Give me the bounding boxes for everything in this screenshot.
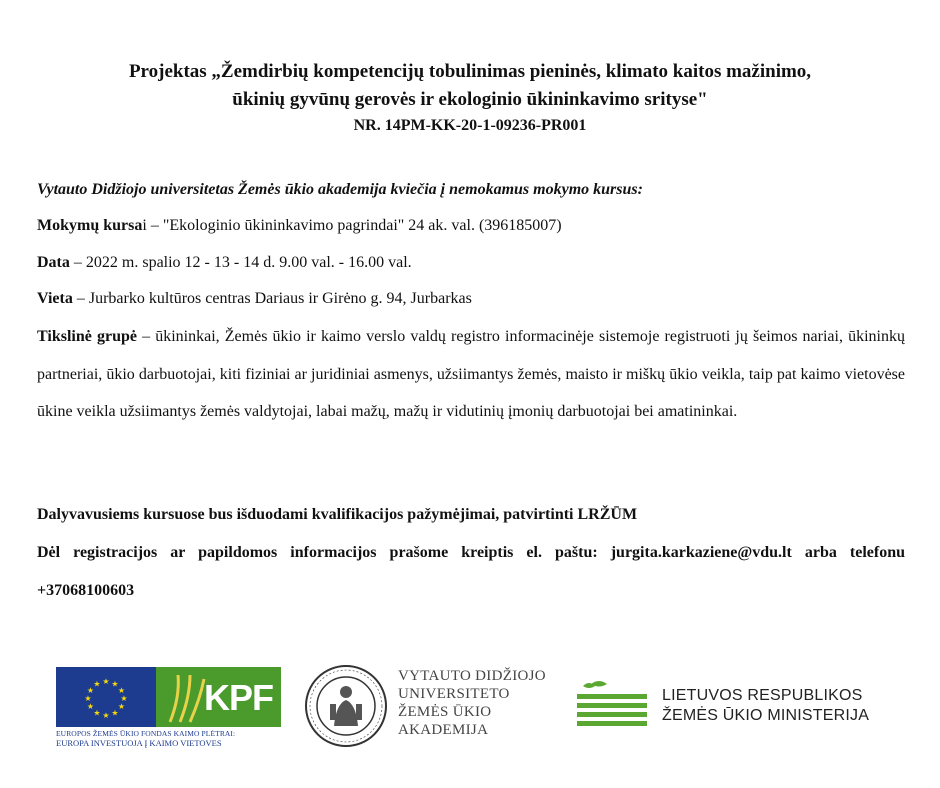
vdu-line-4: AKADEMIJA	[398, 722, 489, 738]
eu-caption-2: EUROPA INVESTUOJA Į KAIMO VIETOVES	[56, 738, 222, 748]
contact-text: Dėl registracijos ar papildomos informacijos prašome kreiptis el. paštu: jurgita.karkaziene@vdu.lt arba telefonu +37068100603	[37, 544, 905, 599]
date-label: Data	[37, 254, 70, 271]
kpf-text: KPF	[204, 677, 273, 718]
vdu-line-3: ŽEMĖS ŪKIO	[398, 704, 492, 720]
place-row	[37, 290, 905, 308]
kpf-logo	[156, 667, 281, 727]
target-label: Tikslinė grupė	[37, 328, 137, 345]
place-label: Vieta	[37, 290, 73, 307]
ministry-emblem-icon	[577, 680, 647, 730]
svg-text:★: ★	[117, 686, 126, 695]
svg-text:★: ★	[120, 694, 128, 703]
vdu-academy-name	[398, 667, 546, 739]
project-title-line-2: ūkinių gyvūnų gerovės ir ekologinio ūkininkavimo srityse"	[232, 89, 708, 110]
svg-text:★: ★	[86, 702, 95, 711]
eu-kpf-logo	[56, 667, 281, 747]
project-title-line-1: Projektas „Žemdirbių kompetencijų tobulinimas pieninės, klimato kaitos mažinimo,	[128, 61, 812, 82]
project-number: NR. 14PM-KK-20-1-09236-PR001	[353, 117, 587, 134]
svg-text:★: ★	[111, 679, 119, 689]
intro-text: Vytauto Didžiojo universitetas Žemės ūkio akademija kviečia į nemokamus mokymo kursus:	[37, 181, 643, 198]
ministry-line-1: LIETUVOS RESPUBLIKOS	[662, 687, 863, 704]
svg-text:★: ★	[117, 702, 126, 711]
course-label: Mokymų kursa	[37, 217, 143, 234]
project-title-block	[0, 58, 940, 138]
svg-text:★: ★	[86, 686, 95, 695]
course-value: – "Ekologinio ūkininkavimo pagrindai" 24 ak. val. (396185007)	[146, 217, 562, 234]
svg-text:★: ★	[93, 708, 101, 718]
target-group-paragraph	[37, 318, 905, 431]
eu-caption-1: EUROPOS ŽEMĖS ŪKIO FONDAS KAIMO PLĖTRAI:	[56, 729, 236, 738]
svg-text:★: ★	[84, 694, 92, 703]
place-value: – Jurbarko kultūros centras Dariaus ir Girėno g. 94, Jurbarkas	[72, 290, 472, 307]
vdu-line-1: VYTAUTO DIDŽIOJO	[398, 668, 546, 684]
ministry-line-2: ŽEMĖS ŪKIO MINISTERIJA	[662, 707, 870, 724]
certificates-text: Dalyvavusiems kursuose bus išduodami kvalifikacijos pažymėjimai, patvirtinti LRŽŪM	[37, 506, 638, 523]
eu-flag-icon	[56, 667, 156, 727]
date-value: – 2022 m. spalio 12 - 13 - 14 d. 9.00 val. - 16.00 val.	[69, 254, 412, 271]
course-label-rest: i	[142, 217, 147, 234]
date-row	[37, 254, 905, 272]
svg-text:★: ★	[93, 679, 101, 689]
target-value: – ūkininkai, Žemės ūkio ir kaimo verslo valdų registro informacinėje sistemoje registruoti jų šeimos nariai, ūkininkų partneriai, ūkio darbuotojai, kiti fiziniai ar juridiniai asmenys, užsiimantys žemės, maisto ir miškų ūkio veikla, taip pat kaimo vietovėse ūkine veikla užsiimantys žemės valdytojai, labai mažų, mažų ir vidutinių įmonių darbuotojai bei amatininkai.	[37, 328, 905, 420]
svg-text:★: ★	[102, 711, 110, 720]
vdu-line-2: UNIVERSITETO	[398, 686, 510, 702]
svg-text:★: ★	[111, 708, 119, 718]
course-row	[37, 217, 905, 235]
vdu-seal-icon	[304, 664, 388, 748]
svg-text:★: ★	[102, 677, 110, 686]
ministry-name	[662, 686, 869, 726]
